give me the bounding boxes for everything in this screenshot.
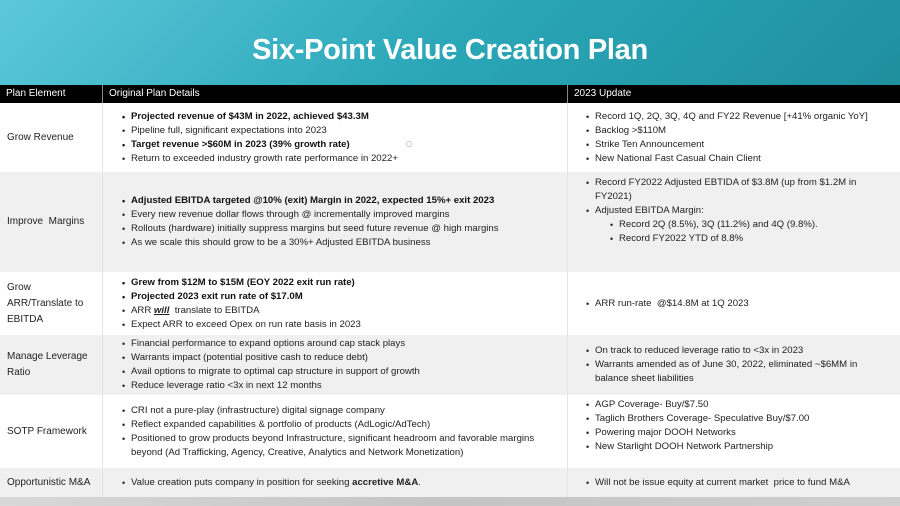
update-sub-bullet: • Record FY2022 YTD of 8.8% [610, 232, 890, 246]
original-plan-cell [103, 395, 568, 468]
detail-bullet [122, 304, 567, 318]
original-plan-cell [103, 335, 568, 395]
original-plan-cell [103, 468, 568, 497]
detail-bullet: • Positioned to grow products beyond Infrastructure, significant headroom and favorable margins beyond (Ad Trafficking, Agency, Creative, Analytics and Network Monetization) [122, 432, 557, 460]
update-cell [568, 395, 900, 468]
detail-bullet: • Reflect expanded capabilities & portfolio of products (AdLogic/AdTech) [122, 418, 557, 432]
original-plan-cell [103, 272, 568, 335]
plan-element-cell: Manage Leverage Ratio [0, 335, 103, 395]
detail-bullet: • Target revenue >$60M in 2023 (39% growth rate) [122, 138, 567, 152]
header-2023-update: 2023 Update [574, 88, 632, 99]
detail-bullet: • Adjusted EBITDA targeted @10% (exit) Margin in 2022, expected 15%+ exit 2023 [122, 194, 567, 208]
slide-title: Six-Point Value Creation Plan [252, 34, 648, 66]
update-bullet: • ARR run-rate @$14.8M at 1Q 2023 [586, 297, 890, 311]
plan-element-cell: Improve Margins [0, 172, 103, 272]
update-bullet: • Taglich Brothers Coverage- Speculative Buy/$7.00 [586, 412, 890, 426]
table-row-manage-leverage [0, 335, 900, 395]
detail-bullet: • Projected 2023 exit run rate of $17.0M [122, 290, 567, 304]
header-original-plan-details: Original Plan Details [103, 85, 568, 103]
header-plan-element: Plan Element [0, 85, 103, 103]
detail-text: translate to EBITDA [169, 304, 260, 316]
detail-bullet: • Avail options to migrate to optimal cap structure in support of growth [122, 365, 567, 379]
detail-bullet: • Warrants impact (potential positive cash to reduce debt) [122, 351, 567, 365]
update-bullet: • AGP Coverage- Buy/$7.50 [586, 398, 890, 412]
update-bullet: • Will not be issue equity at current market price to fund M&A [586, 476, 890, 490]
update-cell [568, 468, 900, 497]
detail-bullet: • Expect ARR to exceed Opex on run rate basis in 2023 [122, 318, 567, 332]
table-header [0, 85, 900, 103]
update-bullet: • Warrants amended as of June 30, 2022, eliminated ~$6MM in balance sheet liabilities [586, 358, 890, 386]
plan-element-cell: SOTP Framework [0, 395, 103, 468]
detail-bullet: • Financial performance to expand options around cap stack plays [122, 337, 567, 351]
detail-bullet: • CRI not a pure-play (infrastructure) digital signage company [122, 404, 557, 418]
update-bullet: • On track to reduced leverage ratio to <3x in 2023 [586, 344, 890, 358]
table-row-improve-margins [0, 172, 900, 272]
update-bullet: • Adjusted EBITDA Margin: [586, 204, 890, 218]
plan-element-cell: Opportunistic M&A [0, 468, 103, 497]
detail-text: ARR [131, 304, 154, 316]
update-cell [568, 335, 900, 395]
plan-element-cell: Grow ARR/Translate to EBITDA [0, 272, 103, 335]
original-plan-cell [103, 172, 568, 272]
update-bullet: • Record 1Q, 2Q, 3Q, 4Q and FY22 Revenue [+41% organic YoY] [586, 110, 890, 124]
value-creation-table [0, 85, 900, 497]
detail-bullet: • Projected revenue of $43M in 2022, achieved $43.3M [122, 110, 567, 124]
emphasis-text: will [153, 304, 170, 316]
detail-bullet: • Grew from $12M to $15M (EOY 2022 exit run rate) [122, 276, 567, 290]
detail-bullet [122, 476, 567, 490]
detail-bullet: • Reduce leverage ratio <3x in next 12 months [122, 379, 567, 393]
detail-bullet: • Rollouts (hardware) initially suppress margins but seed future revenue @ high margins [122, 222, 567, 236]
update-bullet: • New National Fast Casual Chain Client [586, 152, 890, 166]
original-plan-cell [103, 103, 568, 172]
update-bullet: • New Starlight DOOH Network Partnership [586, 440, 890, 454]
update-sub-bullet: • Record 2Q (8.5%), 3Q (11.2%) and 4Q (9.8%). [610, 218, 890, 232]
table-row-grow-arr [0, 272, 900, 335]
detail-bullet: • Every new revenue dollar flows through @ incrementally improved margins [122, 208, 567, 222]
bottom-decorative-band [0, 497, 900, 506]
plan-element-cell: Grow Revenue [0, 103, 103, 172]
update-bullet: • Powering major DOOH Networks [586, 426, 890, 440]
table-row-grow-revenue [0, 103, 900, 172]
table-row-opportunistic-ma [0, 468, 900, 497]
detail-bullet: • Pipeline full, significant expectations into 2023 [122, 124, 567, 138]
detail-text: Value creation puts company in position for seeking [131, 476, 353, 488]
emphasis-text: accretive M&A [352, 476, 419, 488]
detail-bullet: • Return to exceeded industry growth rate performance in 2022+ [122, 152, 567, 166]
update-cell [568, 272, 900, 335]
detail-bullet: • As we scale this should grow to be a 30%+ Adjusted EBITDA business [122, 236, 567, 250]
small-circle-marker-icon [406, 141, 412, 147]
update-bullet: • Backlog >$110M [586, 124, 890, 138]
update-bullet: • Record FY2022 Adjusted EBTIDA of $3.8M (up from $1.2M in FY2021) [586, 176, 890, 204]
table-row-sotp-framework [0, 395, 900, 468]
update-cell [568, 103, 900, 172]
detail-text: . [418, 476, 421, 488]
update-cell [568, 172, 900, 272]
update-bullet: • Strike Ten Announcement [586, 138, 890, 152]
